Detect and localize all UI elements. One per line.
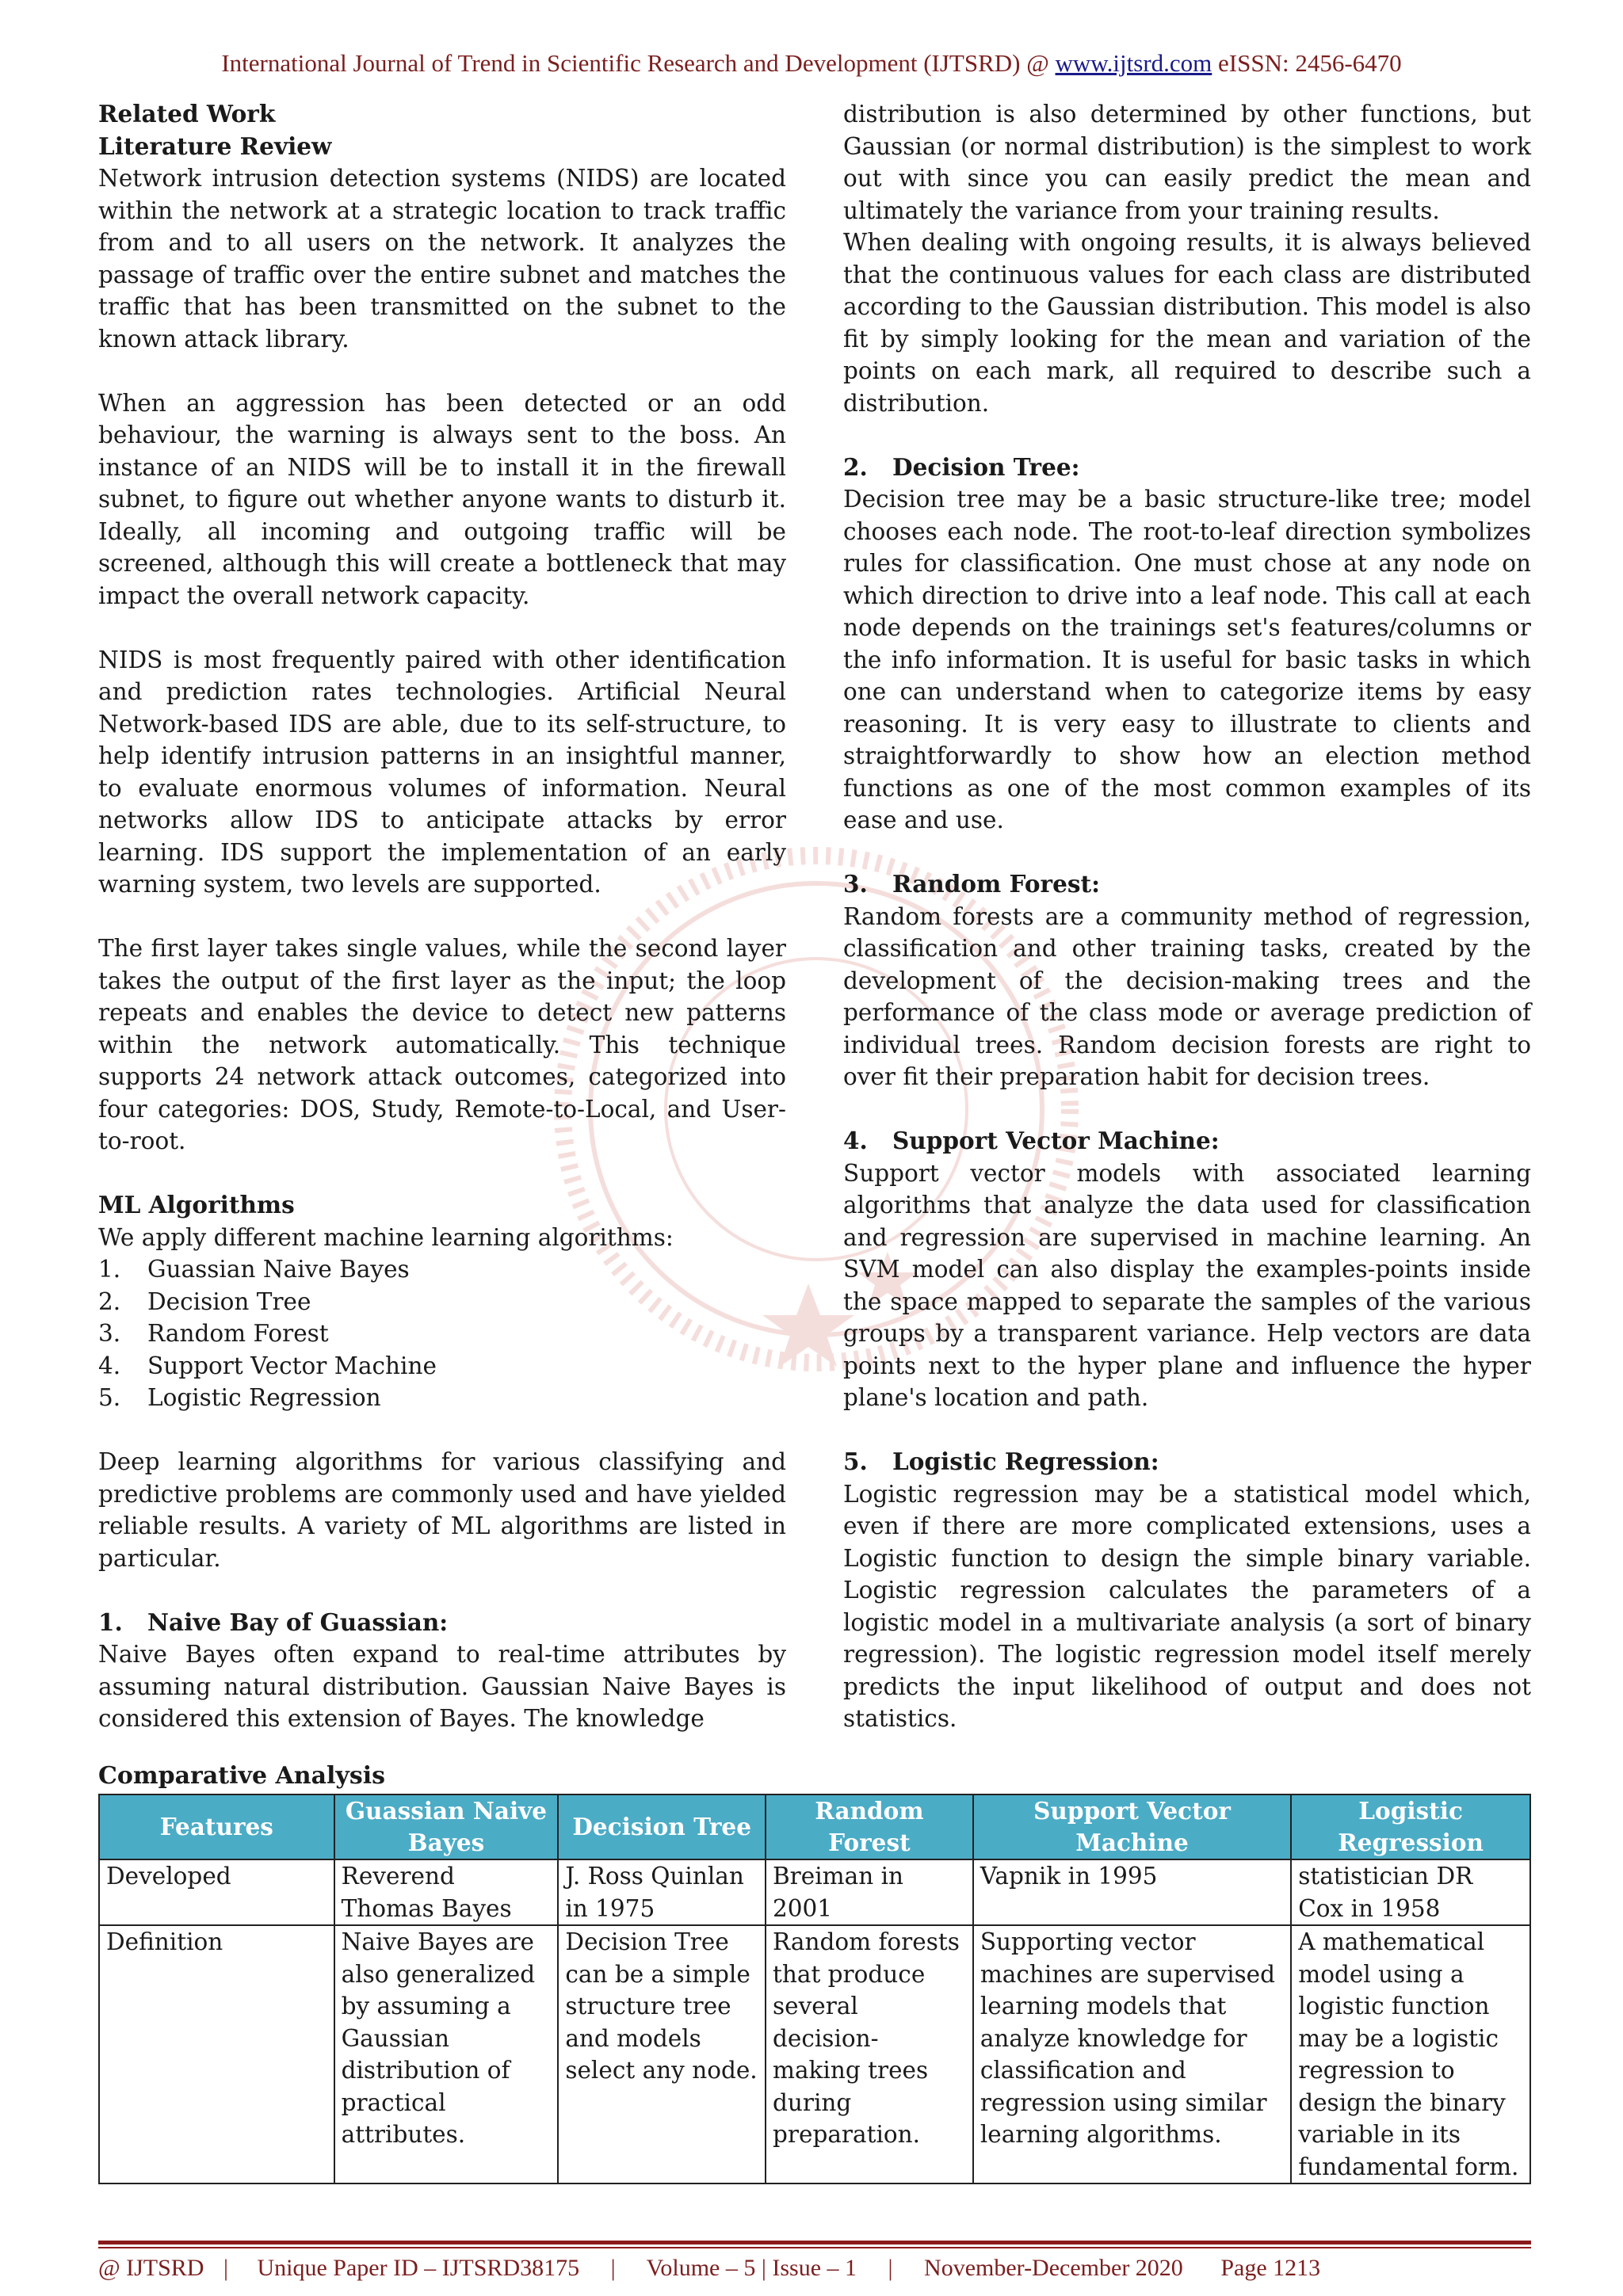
table-cell: Naive Bayes are also generalized by assuming a Gaussian distribution of practical attributes. [334,1925,559,2183]
heading-decision-tree: 2. Decision Tree: [843,452,1080,481]
right-column [843,98,1531,1735]
col-header-features: Features [99,1794,334,1859]
footer-volume: Volume – 5 | Issue – 1 [646,2255,857,2281]
col-header-decision-tree: Decision Tree [558,1794,766,1859]
left-column [98,98,786,1735]
table-cell: Random forests that produce several decision-making trees during preparation. [766,1925,973,2183]
paragraph-aggression: When an aggression has been detected or an odd behaviour, the warning is always sent to the boss. An instance of an NIDS will be to install it in the firewall subnet, to figure out whether anyone wants to disturb it. Ideally, all incoming and outgoing traffic will be screened, although this will create a bottleneck that may impact the overall network capacity. [98,389,786,609]
paragraph-logistic-regression: Logistic regression may be a statistical model which, even if there are more complicated extensions, uses a Logistic function to design the simple binary variable. Logistic regression calculates the parameters of a logistic model in a multivariate analysis (a sort of binary regression). The logistic regression model itself merely predicts the input likelihood of output and does not statistics. [843,1480,1531,1732]
heading-svm: 4. Support Vector Machine: [843,1127,1220,1154]
table-header-row [99,1794,1530,1859]
paragraph-gaussian-distribution: distribution is also determined by other functions, but Gaussian (or normal distribution) is the simplest to work out with since you can easily predict the mean and ultimately the variance from your training results. [843,101,1531,224]
table-cell: Reverend Thomas Bayes [334,1859,559,1925]
paragraph-decision-tree: Decision tree may be a basic structure-like tree; model chooses each node. The root-to-leaf direction symbolizes rules for classification. One must chose at any node on which direction to drive into a leaf node. This call at each node depends on the trainings set's features/columns or the info information. It is useful for basic tasks in which one can understand when to categorize items by easy reasoning. It is very easy to illustrate to clients and straightforwardly to show how an election method functions as one of the most common examples of its ease and use. [843,486,1531,833]
footer-divider-thin [98,2247,1531,2248]
list-item: 4. Support Vector Machine [98,1352,437,1379]
col-header-random-forest: Random Forest [766,1794,973,1859]
footer-separator: | [223,2255,228,2281]
table-row [99,1859,1530,1925]
table-cell: Vapnik in 1995 [973,1859,1291,1925]
footer-separator: | [888,2255,893,2281]
paragraph-deep-learning: Deep learning algorithms for various classifying and predictive problems are commonly used and have yielded reliable results. A variety of ML algorithms are listed in particular. [98,1448,786,1572]
list-item: 5. Logistic Regression [98,1384,381,1411]
heading-literature-review: Literature Review [98,132,332,160]
list-item: 2. Decision Tree [98,1287,311,1315]
page-footer [98,2255,1531,2282]
footer-page: Page 1213 [1220,2255,1321,2281]
col-header-naive-bayes: Guassian Naive Bayes [334,1794,559,1859]
heading-ml-algorithms: ML Algorithms [98,1191,295,1219]
paragraph-ongoing-results: When dealing with ongoing results, it is always believed that the continuous values for each class are distributed according to the Gaussian distribution. This model is also fit by simply looking for the mean and variation of the points on each mark, all required to describe such a distribution. [843,229,1531,417]
footer-brand: @ IJTSRD [98,2255,204,2281]
heading-comparative-analysis: Comparative Analysis [98,1762,386,1790]
ml-intro: We apply different machine learning algorithms: [98,1223,674,1251]
list-item: 3. Random Forest [98,1320,329,1347]
table-cell: Developed [99,1859,334,1925]
heading-logistic-regression: 5. Logistic Regression: [843,1447,1159,1475]
header-text: International Journal of Trend in Scientific Research and Development (IJTSRD) @ [221,49,1056,77]
table-cell: A mathematical model using a logistic function may be a logistic regression to design the binary variable in its fundamental form. [1291,1925,1530,2183]
paragraph-nids-paired: NIDS is most frequently paired with other identification and prediction rates technologies. Artificial Neural Network-based IDS are able, due to its self-structure, to help identify intrusion patterns in an insightful manner, to evaluate enormous volumes of information. Neural networks allow IDS to anticipate attacks by error learning. IDS support the implementation of an early warning system, two levels are supported. [98,646,786,898]
table-cell: J. Ross Quinlan in 1975 [558,1859,766,1925]
paragraph-nids-intro: Network intrusion detection systems (NIDS) are located within the network at a strategic location to track traffic from and to all users on the network. It analyzes the passage of traffic over the entire subnet and matches the traffic that has been transmitted on the subnet to the known attack library. [98,165,786,353]
col-header-svm: Support Vector Machine [973,1794,1291,1859]
footer-separator: | [610,2255,616,2281]
table-cell: statistician DR Cox in 1958 [1291,1859,1530,1925]
heading-naive-bayes: 1. Naive Bay of Guassian: [98,1608,449,1636]
heading-related-work: Related Work [98,100,276,128]
paragraph-svm: Support vector models with associated learning algorithms that analyze the data used for classification and regression are supervised in machine learning. An SVM model can also display the examples-points inside the space mapped to separate the samples of the various groups by a transparent variance. Help vectors are data points next to the hyper plane and influence the hyper plane's location and path. [843,1159,1531,1411]
journal-header [0,49,1623,78]
col-header-logistic-regression: Logistic Regression [1291,1794,1530,1859]
table-cell: Supporting vector machines are supervised learning models that analyze knowledge for classification and regression using similar learning algorithms. [973,1925,1291,2183]
heading-random-forest: 3. Random Forest: [843,870,1100,898]
footer-paper-id: Unique Paper ID – IJTSRD38175 [257,2255,580,2281]
table-cell: Decision Tree can be a simple structure tree and models select any node. [558,1925,766,2183]
footer-date: November-December 2020 [924,2255,1183,2281]
comparative-table [98,1794,1531,2184]
table-cell: Breiman in 2001 [766,1859,973,1925]
paragraph-naive-bayes: Naive Bayes often expand to real-time attributes by assuming natural distribution. Gaussian Naive Bayes is considered this extension of Bayes. The knowledge [98,1641,786,1732]
paragraph-random-forest: Random forests are a community method of regression, classification and other training tasks, created by the development of the decision-making trees and the performance of the class mode or average prediction of individual trees. Random decision forests are right to over fit their preparation habit for decision trees. [843,902,1531,1090]
table-cell: Definition [99,1925,334,2183]
paragraph-first-layer: The first layer takes single values, while the second layer takes the output of the first layer as the input; the loop repeats and enables the device to detect new patterns within the network automatically. This technique supports 24 network attack outcomes, categorized into four categories: DOS, Study, Remote-to-Local, and User-to-root. [98,935,786,1154]
journal-link[interactable]: www.ijtsrd.com [1055,49,1212,77]
table-row [99,1925,1530,2183]
header-issn: eISSN: 2456-6470 [1212,49,1402,77]
ml-algorithm-list [98,1253,786,1414]
list-item: 1. Guassian Naive Bayes [98,1256,410,1283]
footer-divider [98,2241,1531,2245]
